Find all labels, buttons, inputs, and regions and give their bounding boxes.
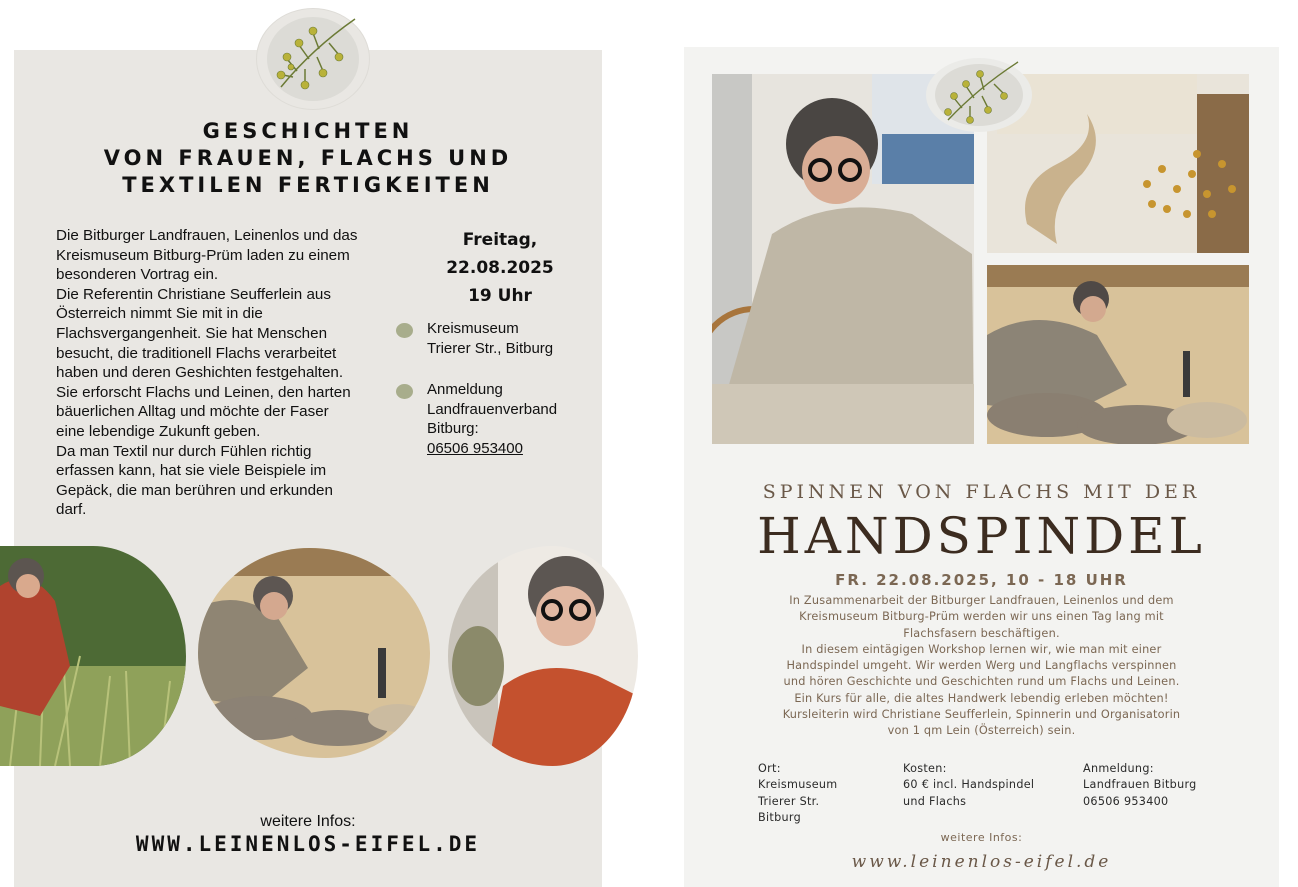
left-more-info-label: weitere Infos: [260,813,356,830]
right-website-link[interactable]: www.leinenlos-eifel.de [851,852,1112,872]
event-date: Freitag, 22.08.2025 19 Uhr [446,230,554,306]
bullet-dot [396,323,413,338]
workshop-registration: Anmeldung: Landfrauen Bitburg 06506 953400 [1083,761,1197,810]
photo-woman-flax-chest [987,265,1249,444]
workshop-subtitle: SPINNEN VON FLACHS MIT DER [762,481,1201,503]
left-description: Die Bitburger Landfrauen, Leinenlos und das Kreismuseum Bitburg-Prüm laden zu einem besonderen Vortrag ein. Die Referentin Christiane Seufferlein aus Österreich nimmt Sie mit in die Flachsvergangenheit. Sie hat Menschen besucht, die traditionell Flachs verarbeitet haben und deren Geshichten festgehalten. Sie erforscht Flachs und Leinen, den harten bäuerlichen Alltag und möchte der Faser eine lebendige Zukunft geben. Da man Textil nur durch Fühlen richtig erfassen kann, hat sie viele Beispiele im Gepäck, die man berühren und erkunden darf. [56,227,358,519]
registration-phone[interactable]: 06506 953400 [1083,794,1169,808]
flax-sprig-badge-right [926,58,1032,132]
workshop-title: HANDSPINDEL [757,507,1206,565]
bullet-dot [396,384,413,399]
flax-sprig-icon [926,58,1032,132]
photo-flax-field [0,546,186,766]
right-more-info-label: weitere Infos: [940,831,1023,844]
left-title: GESCHICHTEN VON FRAUEN, FLACHS UND TEXTILEN FERTIGKEITEN [103,119,513,197]
flax-sprig-badge [256,8,370,110]
workshop-location: Ort: Kreismuseum Trierer Str. Bitburg [758,762,838,825]
workshop-cost: Kosten: 60 € incl. Handspindel und Flachs [903,762,1035,808]
left-website-link[interactable]: WWW.LEINENLOS-EIFEL.DE [135,832,481,856]
workshop-date: FR. 22.08.2025, 10 - 18 UHR [835,571,1128,589]
flax-sprig-icon [257,9,369,109]
workshop-description: In Zusammenarbeit der Bitburger Landfrauen, Leinenlos und dem Kreismuseum Bitburg-Prüm werden wir uns einen Tag lang mit Flachsfasern beschäftigen. In diesem eintägigen Workshop lernen wir, wie man mit einer Handspindel umgeht. Wir werden Werg und Langflachs verspinnen und hören Geschichte und Geschichten rund um Flachs und Leinen. Ein Kurs für alle, die altes Handwerk lebendig erleben möchten! Kursleiterin wird Christiane Seufferlein, Spinnerin und Organisatorin von 1 qm Lein (Österreich) sein. [782,594,1181,738]
registration-phone-link[interactable]: 06506 953400 [427,439,523,457]
